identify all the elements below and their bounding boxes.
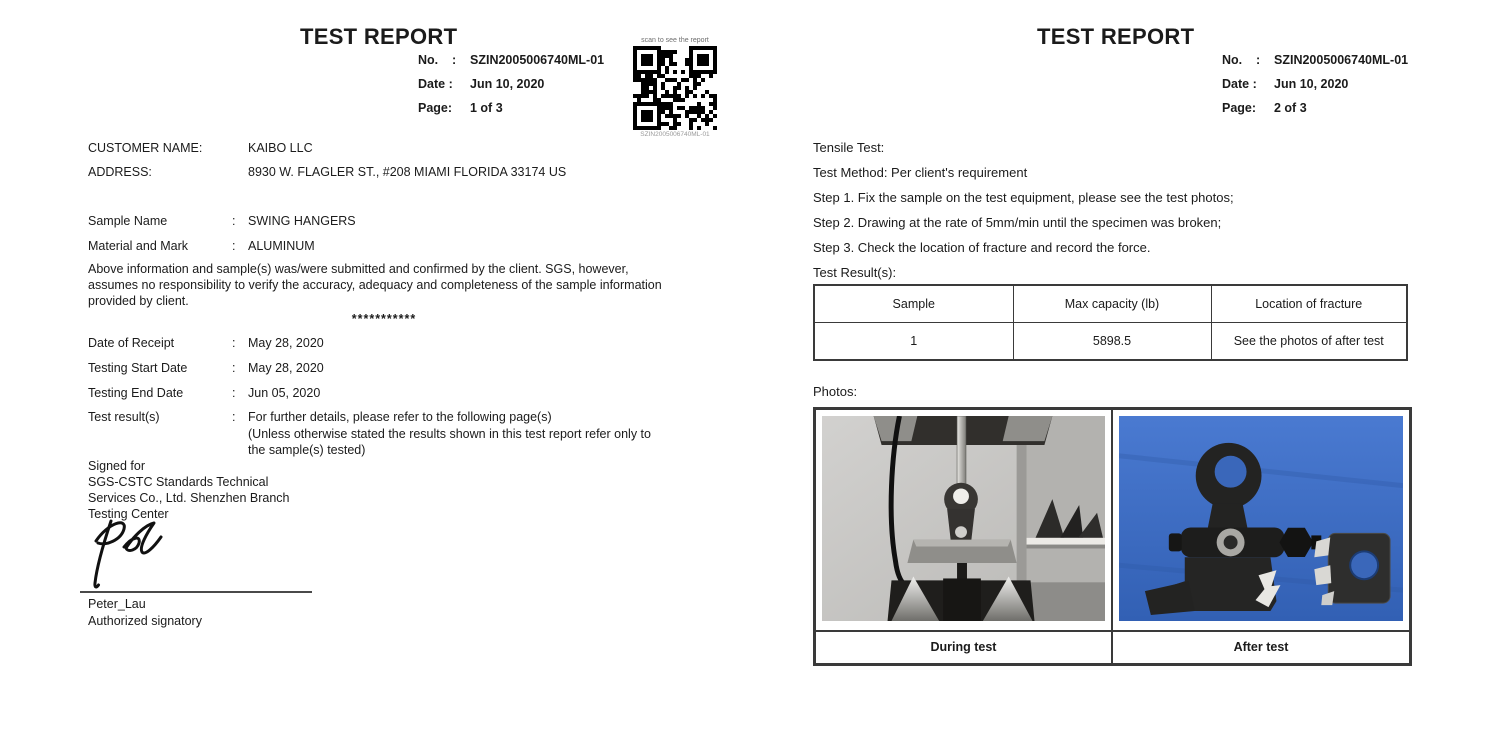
sample-name-label: Sample Name: [88, 214, 168, 228]
report-no-colon: :: [452, 53, 457, 67]
signer-name: Peter_Lau: [88, 597, 146, 611]
report-date-label: Date :: [1222, 77, 1257, 91]
material-label: Material and Mark: [88, 239, 189, 253]
separator-asterisks: ***********: [351, 312, 417, 326]
sample-name-value: SWING HANGERS: [248, 214, 356, 228]
company-line-2: Services Co., Ltd. Shenzhen Branch: [88, 491, 290, 505]
after-test-photo-illustration: [1119, 416, 1403, 621]
testing-end-label: Testing End Date: [88, 386, 184, 400]
report-no-label: No.: [418, 53, 439, 67]
report-page-value: 2 of 3: [1274, 101, 1307, 115]
qr-caption-bottom: SZIN2005006740ML-01: [640, 131, 710, 138]
testing-start-label: Testing Start Date: [88, 361, 188, 375]
disclaimer-text: Above information and sample(s) was/were submitted and confirmed by the client. SGS, however, assumes no responsibility to verify the accuracy, adequacy and completeness of the sample information provided by client.: [88, 262, 662, 308]
company-line-1: SGS-CSTC Standards Technical: [88, 475, 269, 489]
caption-during-test: During test: [815, 631, 1112, 664]
report-no-colon: :: [1256, 53, 1261, 67]
header-max-capacity: Max capacity (lb): [1013, 285, 1211, 323]
signature-line: [80, 591, 312, 593]
test-method-line: Test Method: Per client's requirement: [813, 165, 1028, 180]
report-no-label: No.: [1222, 53, 1243, 67]
photo-during-test: [815, 409, 1112, 631]
testing-start-colon: :: [232, 361, 236, 375]
step-3-line: Step 3. Check the location of fracture and record the force.: [813, 240, 1151, 255]
company-line-3: Testing Center: [88, 507, 169, 521]
handwritten-signature: [82, 513, 178, 591]
date-receipt-colon: :: [232, 336, 236, 350]
test-results-colon: :: [232, 410, 236, 424]
cell-fracture-location: See the photos of after test: [1211, 323, 1407, 361]
page-title: TEST REPORT: [1037, 24, 1195, 49]
step-2-line: Step 2. Drawing at the rate of 5mm/min until the specimen was broken;: [813, 215, 1222, 230]
results-table: [813, 284, 1408, 361]
cell-max-capacity: 5898.5: [1013, 323, 1211, 361]
customer-name-label: CUSTOMER NAME:: [88, 141, 203, 155]
qr-caption-top: scan to see the report: [641, 37, 709, 44]
caption-after-test: After test: [1112, 631, 1410, 664]
results-data-row: [814, 323, 1407, 361]
report-date-label: Date :: [418, 77, 453, 91]
tensile-test-heading: Tensile Test:: [813, 140, 885, 155]
material-value: ALUMINUM: [248, 239, 315, 253]
header-sample: Sample: [814, 285, 1013, 323]
sample-name-colon: :: [232, 214, 236, 228]
signed-for-line: Signed for: [88, 459, 145, 473]
photos-table: [813, 407, 1412, 666]
testing-end-colon: :: [232, 386, 236, 400]
test-results-line1: For further details, please refer to the following page(s): [248, 410, 552, 424]
photo-after-test: [1112, 409, 1410, 631]
signer-title: Authorized signatory: [88, 614, 202, 628]
test-results-line3: the sample(s) tested): [248, 443, 366, 457]
page-title: TEST REPORT: [300, 24, 458, 49]
report-page-value: 1 of 3: [470, 101, 503, 115]
step-1-line: Step 1. Fix the sample on the test equipment, please see the test photos;: [813, 190, 1234, 205]
qr-code: [627, 46, 723, 130]
test-results-label: Test result(s): [88, 410, 160, 424]
report-date-value: Jun 10, 2020: [470, 77, 545, 91]
address-label: ADDRESS:: [88, 165, 152, 179]
report-page-label: Page:: [418, 101, 453, 115]
customer-name-value: KAIBO LLC: [248, 141, 313, 155]
photos-heading: Photos:: [813, 384, 858, 399]
material-colon: :: [232, 239, 236, 253]
qr-code-block: [627, 37, 723, 138]
results-header-row: [814, 285, 1407, 323]
cell-sample: 1: [814, 323, 1013, 361]
testing-end-value: Jun 05, 2020: [248, 386, 321, 400]
report-date-value: Jun 10, 2020: [1274, 77, 1349, 91]
header-fracture-location: Location of fracture: [1211, 285, 1407, 323]
report-page-label: Page:: [1222, 101, 1257, 115]
testing-start-value: May 28, 2020: [248, 361, 324, 375]
during-test-photo-illustration: [822, 416, 1105, 621]
address-value: 8930 W. FLAGLER ST., #208 MIAMI FLORIDA 33174 US: [248, 165, 567, 179]
report-no-value: SZIN2005006740ML-01: [1274, 53, 1409, 67]
date-receipt-value: May 28, 2020: [248, 336, 324, 350]
report-no-value: SZIN2005006740ML-01: [470, 53, 605, 67]
test-results-line2: (Unless otherwise stated the results shown in this test report refer only to: [248, 427, 651, 441]
date-receipt-label: Date of Receipt: [88, 336, 175, 350]
test-results-heading: Test Result(s):: [813, 265, 897, 280]
